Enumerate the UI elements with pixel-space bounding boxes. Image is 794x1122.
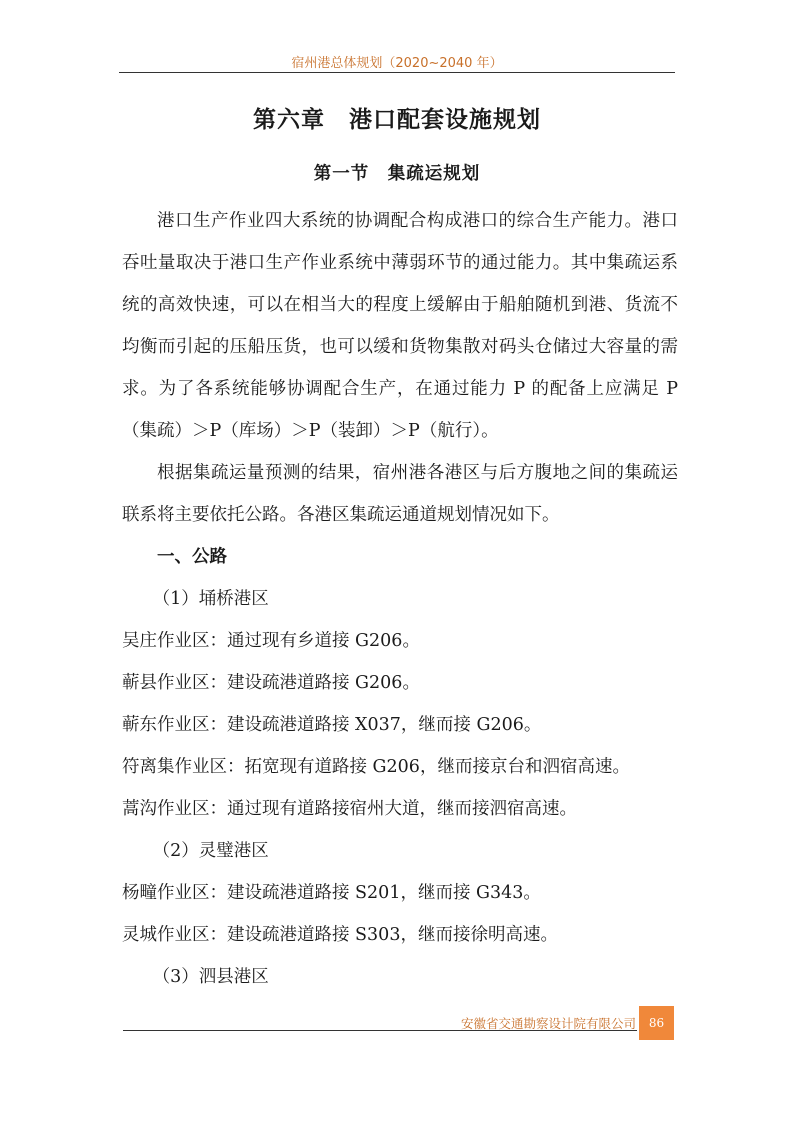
- section-title: 第一节 集疏运规划: [313, 164, 481, 184]
- paragraph-intro: 港口生产作业四大系统的协调配合构成港口的综合生产能力。港口吞吐量取决于港口生产作业系统中薄弱环节的通过能力。其中集疏运系统的高效快速，可以在相当大的程度上缓解由于船舶随机到港、货流不均衡而引起的压船压货，也可以缓和货物集散对码头仓储过大容量的需求。为了各系统能够协调配合生产，在通过能力 P 的配备上应满足 P（集疏）＞P（库场）＞P（装卸）＞P（航行）。: [122, 211, 678, 441]
- zone-line: 蕲东作业区：建设疏港道路接 X037，继而接 G206。: [122, 715, 542, 735]
- zone-line: 符离集作业区：拓宽现有道路接 G206，继而接京台和泗宿高速。: [122, 757, 630, 777]
- zone-line: 蒿沟作业区：通过现有道路接宿州大道，继而接泗宿高速。: [122, 799, 577, 819]
- page-number-badge: [639, 1006, 674, 1040]
- zone-line: 杨疃作业区：建设疏港道路接 S201，继而接 G343。: [122, 883, 541, 903]
- port-name-sixian: （3）泗县港区: [152, 967, 269, 987]
- chapter-title: 第六章 港口配套设施规划: [253, 107, 541, 133]
- zone-line: 蕲县作业区：建设疏港道路接 G206。: [122, 673, 420, 693]
- body-content: [122, 200, 678, 998]
- zone-line: 吴庄作业区：通过现有乡道接 G206。: [122, 631, 420, 651]
- port-name-yongqiao: （1）埇桥港区: [152, 589, 269, 609]
- zone-line: 灵城作业区：建设疏港道路接 S303，继而接徐明高速。: [122, 925, 558, 945]
- footer-divider: [123, 1030, 637, 1031]
- header-divider: [119, 72, 675, 73]
- running-header-title: 宿州港总体规划（2020~2040 年）: [291, 56, 503, 71]
- page-number: 86: [648, 1016, 665, 1030]
- road-heading: 一、公路: [157, 547, 227, 567]
- paragraph-summary: 根据集疏运量预测的结果，宿州港各港区与后方腹地之间的集疏运联系将主要依托公路。各港区集疏运通道规划情况如下。: [122, 463, 678, 525]
- port-name-lingbi: （2）灵璧港区: [152, 841, 269, 861]
- footer-organization: 安徽省交通勘察设计院有限公司: [460, 1016, 636, 1031]
